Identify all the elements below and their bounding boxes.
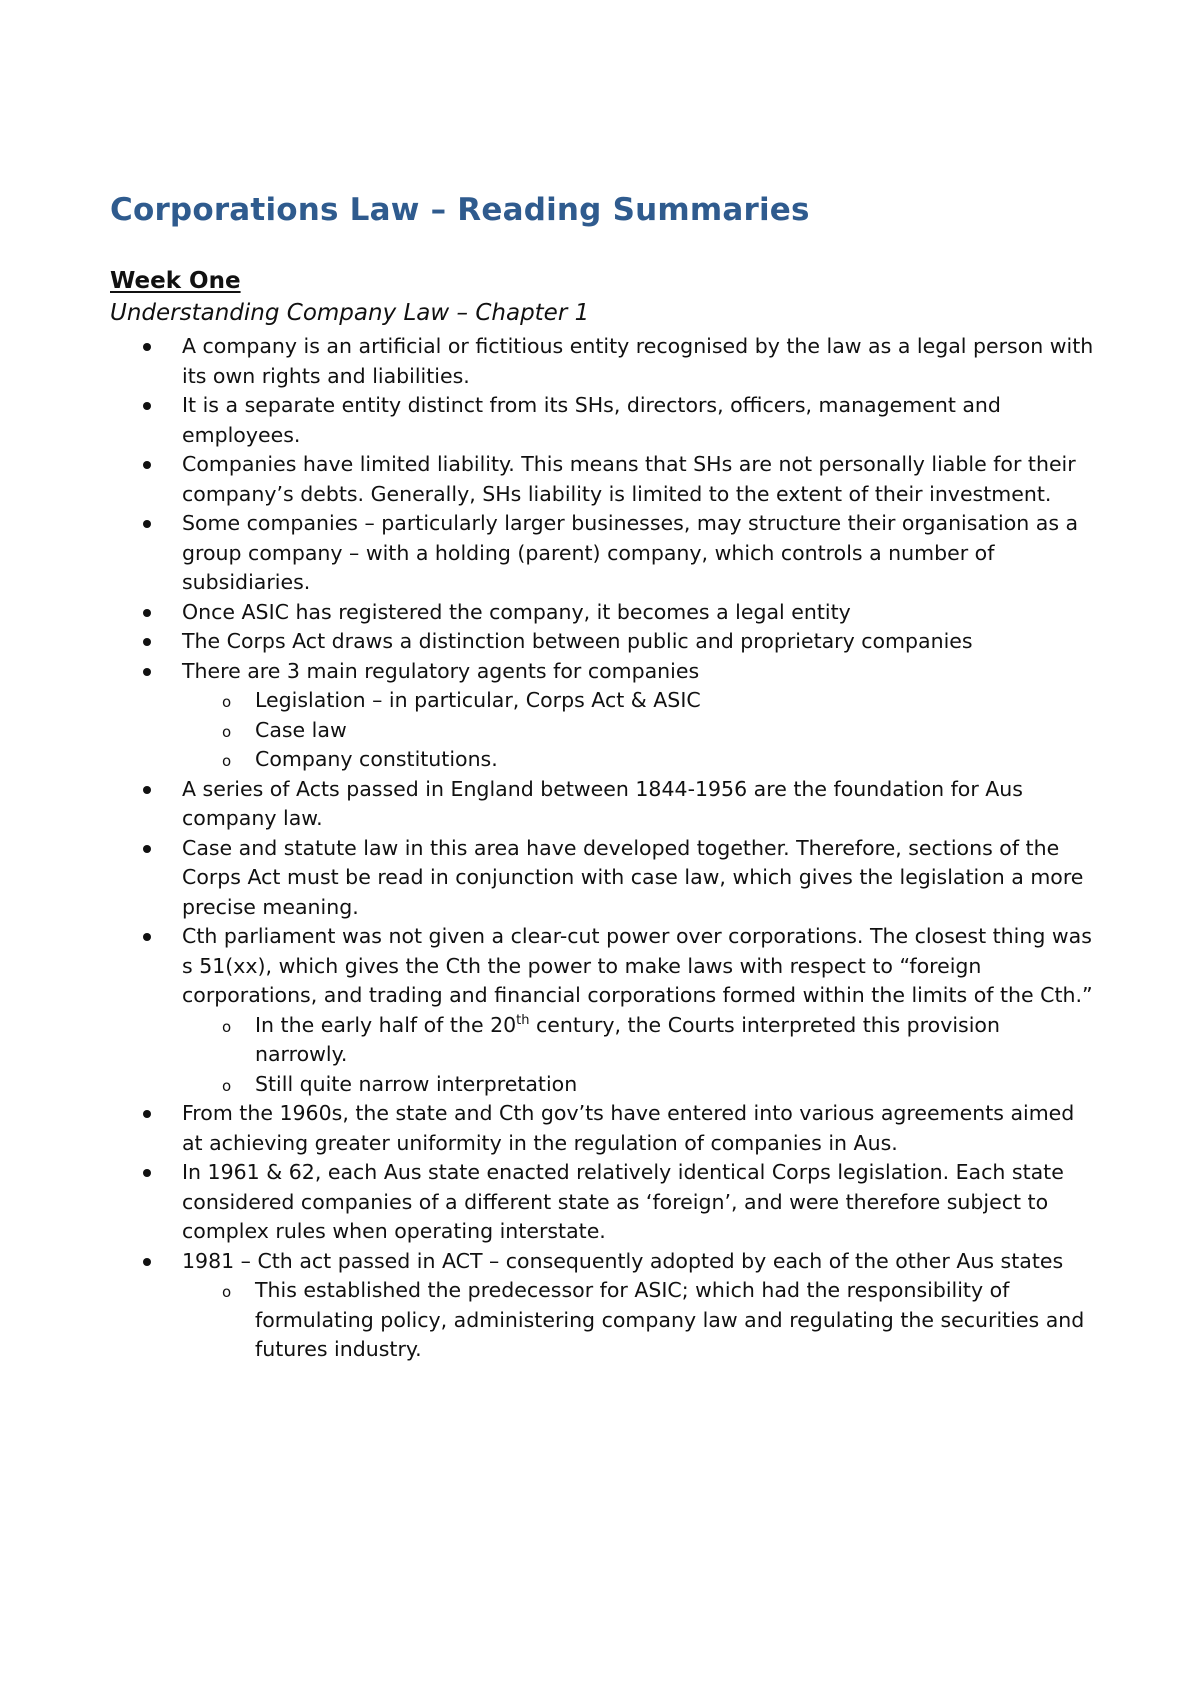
list-item [0, 450, 1097, 509]
sub-bullet-icon: o [222, 1017, 232, 1036]
bullet-icon [143, 1169, 151, 1177]
list-item [0, 1099, 1097, 1158]
sub-list-item-text [255, 1013, 1000, 1067]
bullet-icon [143, 845, 151, 853]
bullet-icon [143, 609, 151, 617]
list-item-text: Cth parliament was not given a clear-cut power over corporations. The closest thing was s 51(xx), which gives the Cth the power to make laws with respect to “foreign corporations, and trading and financial corporations formed within the limits of the Cth.” [182, 924, 1093, 1007]
list-item [0, 922, 1097, 1099]
list-item [0, 627, 1097, 657]
bullet-icon [143, 933, 151, 941]
bullet-icon [143, 402, 151, 410]
list-item-text: Some companies – particularly larger businesses, may structure their organisation as a group company – with a holding (parent) company, which controls a number of subsidiaries. [182, 511, 1079, 594]
bullet-icon [143, 520, 151, 528]
bullet-icon [143, 461, 151, 469]
bullet-icon [143, 1110, 151, 1118]
sub-list-item [182, 686, 1097, 716]
sub-list-item [182, 745, 1097, 775]
bullet-icon [143, 668, 151, 676]
sub-list-item-text: Legislation – in particular, Corps Act & ASIC [255, 688, 701, 712]
sub-list [182, 686, 1097, 775]
list-item [0, 775, 1097, 834]
bullet-icon [143, 343, 151, 351]
document-title: Corporations Law – Reading Summaries [110, 192, 810, 228]
sub-list-item-text: Company constitutions. [255, 747, 498, 771]
list-item [0, 509, 1097, 598]
sub-list-item-text: Case law [255, 717, 347, 742]
sub-bullet-icon: o [222, 752, 232, 770]
sub-bullet-icon: o [222, 693, 232, 711]
list-item-text: The Corps Act draws a distinction between public and proprietary companies [182, 629, 973, 653]
bullet-list [0, 332, 1200, 1365]
list-item-text: In 1961 & 62, each Aus state enacted relatively identical Corps legislation. Each state considered companies of a different state as ‘foreign’, and were therefore subject to complex rules when operating interstate. [182, 1160, 1064, 1243]
week-heading: Week One [110, 268, 241, 294]
sub-bullet-icon: o [222, 1283, 232, 1301]
list-item-text: Companies have limited liability. This means that SHs are not personally liable for their company’s debts. Generally, SHs liability is limited to the extent of their investment. [182, 452, 1076, 506]
list-item-text: A series of Acts passed in England between 1844-1956 are the foundation for Aus company law. [182, 776, 1023, 830]
bullet-icon [143, 1258, 151, 1266]
sub-list [182, 1011, 1097, 1100]
list-item [0, 834, 1097, 923]
list-item [0, 657, 1097, 775]
list-item-text: Case and statute law in this area have developed together. Therefore, sections of the Corps Act must be read in conjunction with case law, which gives the legislation a more precise meaning. [182, 835, 1084, 919]
sub-list-item-text: Still quite narrow interpretation [255, 1071, 578, 1096]
sub-list-item-text: This established the predecessor for ASIC; which had the responsibility of formulating policy, administering company law and regulating the securities and futures industry. [255, 1278, 1085, 1361]
list-item-text: 1981 – Cth act passed in ACT – consequently adopted by each of the other Aus states [182, 1248, 1064, 1273]
list-item [0, 1247, 1097, 1365]
list-item-text: Once ASIC has registered the company, it becomes a legal entity [182, 599, 851, 624]
list-item [0, 598, 1097, 628]
list-item-text: It is a separate entity distinct from its SHs, directors, officers, management and employees. [182, 393, 1001, 447]
chapter-heading: Understanding Company Law – Chapter 1 [110, 300, 590, 326]
list-item [0, 391, 1097, 450]
list-item-text: There are 3 main regulatory agents for companies [182, 658, 700, 683]
sub-list-item [182, 1276, 1097, 1365]
sub-bullet-icon: o [222, 722, 232, 741]
list-item [0, 1158, 1097, 1247]
list-item [0, 332, 1097, 391]
sub-bullet-icon: o [222, 1076, 232, 1095]
bullet-icon [143, 638, 151, 646]
sub-list-item [182, 1070, 1097, 1100]
list-item-text: From the 1960s, the state and Cth gov’ts have entered into various agreements aimed at achieving greater uniformity in the regulation of companies in Aus. [182, 1101, 1075, 1155]
sub-list-item [182, 1011, 1097, 1070]
bullet-icon [143, 786, 151, 794]
text-segment: century, the Courts interpreted this provision narrowly. [255, 1012, 1000, 1066]
text-segment: In the early half of the 20 [255, 1012, 517, 1037]
sub-list [182, 1276, 1097, 1365]
list-item-text: A company is an artificial or fictitious entity recognised by the law as a legal person with its own rights and liabilities. [182, 334, 1094, 388]
sub-list-item [182, 716, 1097, 746]
ordinal-superscript: th [516, 1012, 530, 1028]
